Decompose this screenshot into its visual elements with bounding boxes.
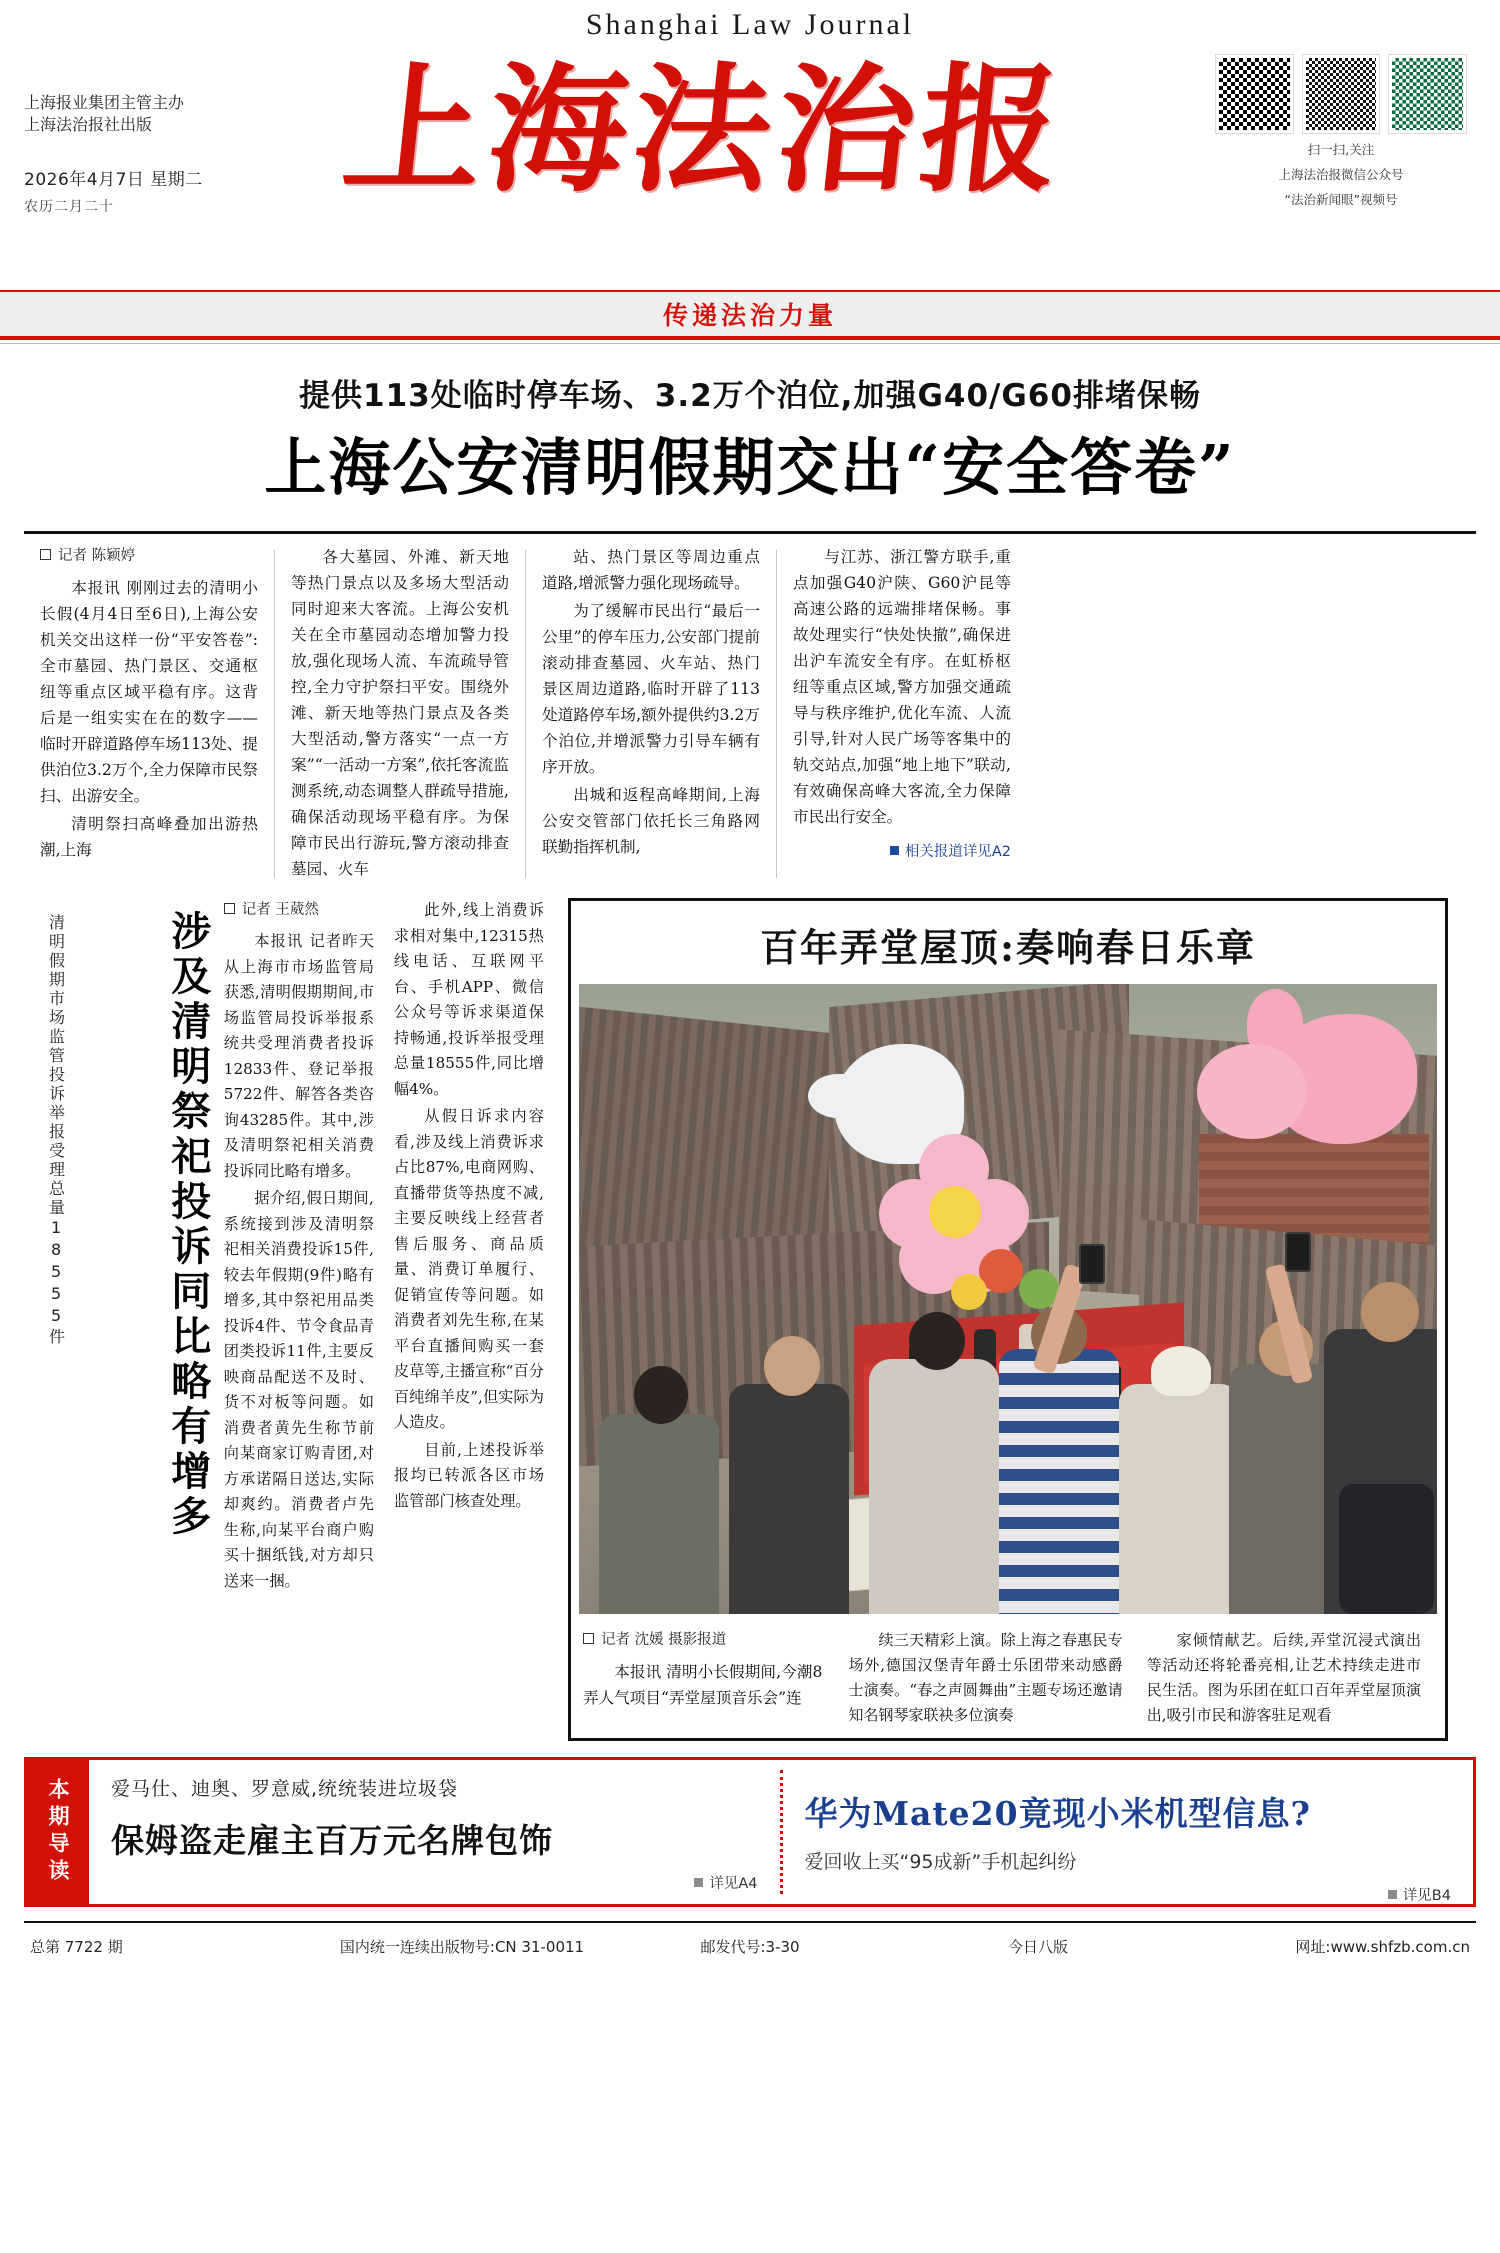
byline-marker-icon <box>224 903 235 914</box>
guide-label-text: 本期导读 <box>46 1778 70 1886</box>
mid-column-2 <box>384 898 554 1741</box>
mid-byline-text: 记者 王葳然 <box>241 902 319 918</box>
photo-byline-text: 记者 沈媛 摄影报道 <box>601 1632 727 1648</box>
lead-headline-block <box>0 344 1500 513</box>
inflatable-pink-figure-2 <box>1197 1044 1307 1139</box>
english-title: Shanghai Law Journal <box>585 8 915 41</box>
lead-col4-p1: 与江苏、浙江警方联手,重点加强G40沪陕、G60沪昆等高速公路的远端排堵保畅。事故处理实行“快处快撤”,确保进出沪车流安全有序。在虹桥枢纽等重点区域,警方加强交通疏导与秩序维护,优化车流、人流引导,针对人民广场等客集中的轨交站点,加强“地上地下”联动,有效确保高峰大客流,全力保障市民出行安全。 <box>793 548 1011 826</box>
mid-col2-p3: 目前,上述投诉举报均已转派各区市场监管部门核查处理。 <box>393 1440 544 1510</box>
guide-item-2-see[interactable] <box>805 1884 1452 1905</box>
lead-col3-text <box>542 544 760 860</box>
guide-item-1-see[interactable] <box>111 1872 758 1893</box>
lead-main-headline: 上海公安清明假期交出“安全答卷” <box>264 431 1236 504</box>
lead-byline <box>40 544 258 565</box>
lead-col3-p2: 为了缓解市民出行“最后一公里”的停车压力,公安部门提前滚动排查墓园、火车站、热门景区周边道路,临时开辟了113处道路停车场,额外提供约3.2万个泊位,并增派警力引导车辆有序开放。 <box>542 602 760 776</box>
mid-col1-text <box>224 929 374 1594</box>
gregorian-date: 2026年4月7日 星期二 <box>24 170 203 190</box>
lead-col3-p1: 站、热门景区等周边重点道路,增派警力强化现场疏导。 <box>542 548 760 592</box>
mid-col1-p1: 本报讯 记者昨天从上海市市场监管局获悉,清明假期期间,市场监管局投诉举报系统共受理消费者投诉12833件、登记举报5722件、解答各类咨询43285件。其中,涉及清明祭祀相关消费投诉同比略有增多。 <box>223 932 374 1180</box>
photo-caption-col3-p1: 家倾情献艺。后续,弄堂沉浸式演出等活动还将轮番亮相,让艺术持续走进市民生活。图为乐团在虹口百年弄堂屋顶演出,吸引市民和游客驻足观看 <box>1146 1631 1422 1724</box>
lunar-date: 农历二月二十 <box>24 199 114 215</box>
qr-code-video-icon[interactable] <box>1389 55 1466 133</box>
slogan-text: 传递法治力量 <box>662 301 837 330</box>
photo-headline: 百年弄堂屋顶:奏响春日乐章 <box>759 925 1257 970</box>
middle-section <box>0 884 1500 1741</box>
guide-item-2[interactable] <box>783 1760 1474 1904</box>
slogan-bar <box>0 290 1500 336</box>
qr-caption-1: 扫一扫,关注 <box>1307 142 1375 157</box>
see-marker-icon <box>1388 1890 1397 1899</box>
qr-code-news-icon[interactable] <box>1303 55 1380 133</box>
footer-cn-number: 国内统一连续出版物号:CN 31-0011 <box>339 1937 585 1956</box>
lead-column-4 <box>777 544 1027 884</box>
publisher-line-2: 上海法治报社出版 <box>24 115 153 134</box>
guide-item-1-see-text: 详见A4 <box>709 1876 758 1892</box>
lead-article-columns <box>0 534 1500 884</box>
photo-feature <box>568 898 1448 1741</box>
guide-item-2-see-text: 详见B4 <box>1402 1888 1451 1904</box>
footer-post-code: 邮发代号:3-30 <box>700 1937 800 1956</box>
footer-website[interactable]: 网址:www.shfzb.com.cn <box>1295 1937 1470 1956</box>
lead-col1-p2: 清明祭扫高峰叠加出游热潮,上海 <box>40 815 258 859</box>
photo-caption-col1-p1: 本报讯 清明小长假期间,今潮8弄人气项目“弄堂屋顶音乐会”连 <box>583 1663 823 1707</box>
guide-item-1-sub: 爱马仕、迪奥、罗意威,统统装进垃圾袋 <box>111 1778 459 1800</box>
footer-pages: 今日八版 <box>1007 1937 1068 1956</box>
guide-item-1[interactable] <box>89 1760 780 1904</box>
lead-see-more[interactable] <box>793 840 1011 861</box>
vertical-subheadline: 清明假期市场监管投诉举报受理总量18555件 <box>46 914 66 1347</box>
photo-caption-col3 <box>1135 1628 1433 1730</box>
lead-col2-p1: 各大墓园、外滩、新天地等热门景点以及多场大型活动同时迎来大客流。上海公安机关在全市墓园动态增加警力投放,强化现场人流、车流疏导管控,全力守护祭扫平安。围绕外滩、新天地等热门景点及各类大型活动,警方落实“一点一方案”“一活动一方案”,依托客流监测系统,动态调整人群疏导措施,确保活动现场平稳有序。为保障市民出行游玩,警方滚动排查墓园、火车 <box>291 548 509 878</box>
qr-caption-3: “法治新闻眼”视频号 <box>1284 192 1398 207</box>
lead-col3-p3: 出城和返程高峰期间,上海公安交管部门依托长三角路网联勤指挥机制, <box>542 786 760 856</box>
date-block <box>24 165 264 216</box>
see-marker-icon <box>694 1878 703 1887</box>
guide-item-2-sub: 爱回收上买“95成新”手机起纠纷 <box>804 1851 1077 1873</box>
guide-item-2-main: 华为Mate20竟现小米机型信息? <box>804 1794 1311 1833</box>
lead-col1-text <box>40 575 258 863</box>
publisher-info <box>24 92 254 136</box>
lead-see-more-text: 相关报道详见A2 <box>904 844 1011 860</box>
mid-col2-p2: 从假日诉求内容看,涉及线上消费诉求占比87%,电商网购、直播带货等热度不减,主要反映线上经营者售后服务、商品质量、消费订单履行、促销宣传等问题。如消费者刘先生称,在某平台直播间购买一套皮草等,主播宣称“百分百纯绵羊皮”,但实际为人造皮。 <box>393 1107 544 1431</box>
publisher-line-1: 上海报业集团主管主办 <box>24 93 185 112</box>
lead-column-3 <box>526 544 776 884</box>
qr-code-wechat-icon[interactable] <box>1216 55 1293 133</box>
guide-item-1-main: 保姆盗走雇主百万元名牌包饰 <box>111 1821 553 1860</box>
lead-byline-text: 记者 陈颖婷 <box>58 548 136 564</box>
photo-caption-col2 <box>836 1628 1134 1730</box>
left-article <box>24 898 554 1741</box>
mid-col2-p1: 此外,线上消费诉求相对集中,12315热线电话、互联网平台、手机APP、微信公众号等诉求渠道保持畅通,投诉举报受理总量18555件,同比增幅4%。 <box>393 901 544 1098</box>
lead-col1-p1: 本报讯 刚刚过去的清明小长假(4月4日至6日),上海公安机关交出这样一份“平安答卷”:全市墓园、热门景区、交通枢纽等重点区域平稳有序。这背后是一组实实在在的数字——临时开辟道路停车场113处、提供泊位3.2万个,全力保障市民祭扫、出游安全。 <box>40 579 258 805</box>
newspaper-logo: 上海法治报 <box>336 48 1074 211</box>
lead-col2-text <box>291 544 509 882</box>
footer-issue: 总第 7722 期 <box>30 1937 123 1956</box>
lead-col4-text <box>793 544 1011 830</box>
masthead <box>0 0 1500 290</box>
lead-column-2 <box>275 544 525 884</box>
red-rule <box>0 336 1500 340</box>
byline-marker-icon <box>583 1633 594 1644</box>
vertical-headline: 涉及清明祭祀投诉同比略有增多 <box>164 910 212 1540</box>
issue-guide-bar <box>24 1757 1476 1907</box>
mid-byline <box>224 898 374 919</box>
photo-image <box>579 984 1437 1614</box>
page-footer <box>24 1921 1476 1969</box>
photo-byline <box>583 1628 822 1649</box>
mid-col2-text <box>394 898 544 1514</box>
guide-label <box>27 1760 89 1904</box>
qr-section <box>1216 55 1466 208</box>
photo-credit <box>583 1628 836 1730</box>
mid-col1-p2: 据介绍,假日期间,系统接到涉及清明祭祀相关消费投诉15件,较去年假期(9件)略有增多,其中祭祀用品类投诉4件、节令食品青团类投诉11件,主要反映商品配送不及时、货不对板等问题。如消费者黄先生称节前向某商家订购青团,对方承诺隔日送达,实际却爽约。消费者卢先生称,向某平台商户购买十捆纸钱,对方却只送来一捆。 <box>223 1189 374 1590</box>
qr-caption-2: 上海法治报微信公众号 <box>1278 167 1404 182</box>
audience-crowd <box>579 1314 1437 1614</box>
photo-caption-col2-p1: 续三天精彩上演。除上海之春惠民专场外,德国汉堡青年爵士乐团带来动感爵士演奏。“春之声圆舞曲”主题专场还邀请知名钢琴家联袂多位演奏 <box>848 1631 1123 1724</box>
photo-caption-col1 <box>583 1659 822 1711</box>
lead-column-1 <box>24 544 274 884</box>
lead-shoulder-headline: 提供113处临时停车场、3.2万个泊位,加强G40/G60排堵保畅 <box>299 378 1201 414</box>
byline-marker-icon <box>40 549 51 560</box>
mid-column-1 <box>214 898 384 1741</box>
see-more-marker-icon <box>890 846 899 855</box>
photo-caption-block <box>579 1614 1437 1730</box>
